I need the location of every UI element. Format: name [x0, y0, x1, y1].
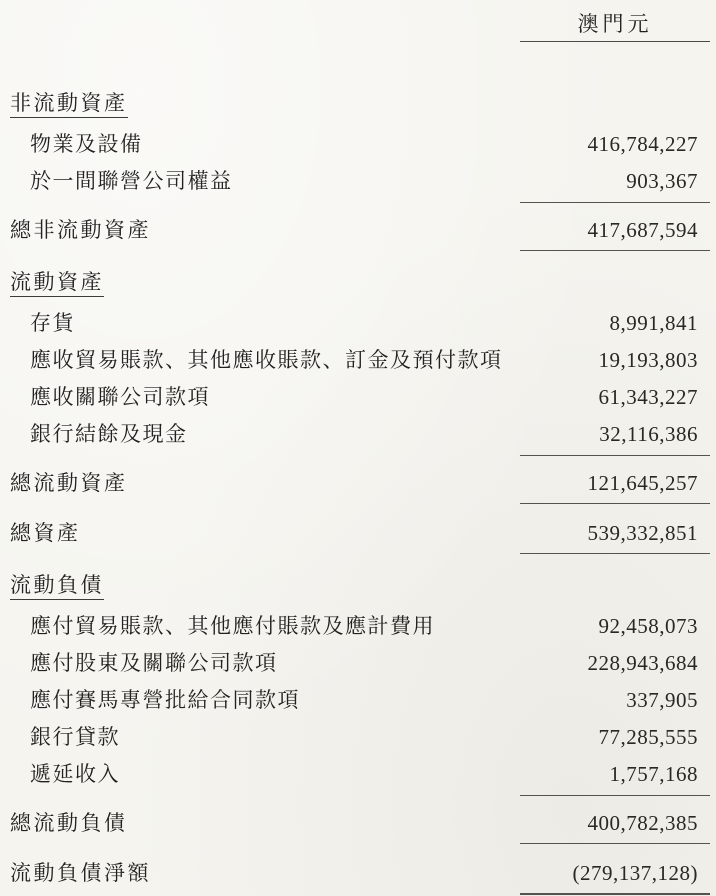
- total-row-current-assets: [0, 465, 716, 502]
- item-amount: 416,784,227: [587, 132, 698, 156]
- item-amount: 903,367: [626, 169, 698, 193]
- divider-line: [520, 553, 710, 554]
- item-amount: 8,991,841: [609, 311, 698, 335]
- divider-line: [520, 795, 710, 796]
- line-item-row: [0, 416, 716, 453]
- line-item-row: [0, 163, 716, 200]
- total-label: 總流動負債: [10, 811, 128, 835]
- total-row-net-current-liabilities: [0, 855, 716, 892]
- section-title-non-current-assets: 非流動資產: [10, 91, 128, 118]
- line-item-row: [0, 126, 716, 163]
- line-item-row: [0, 305, 716, 342]
- item-amount: 32,116,386: [599, 422, 698, 446]
- total-amount: 400,782,385: [587, 811, 698, 835]
- total-amount: 539,332,851: [587, 521, 698, 545]
- item-label: 應付貿易賬款、其他應付賬款及應計費用: [30, 614, 435, 638]
- section-title-current-assets: 流動資產: [10, 270, 104, 297]
- item-label: 存貨: [30, 311, 75, 335]
- total-amount: 121,645,257: [587, 471, 698, 495]
- total-label: 流動負債淨額: [10, 861, 151, 885]
- divider-line: [520, 202, 710, 203]
- item-amount: 337,905: [626, 688, 698, 712]
- item-label: 應收貿易賬款、其他應收賬款、訂金及預付款項: [30, 348, 503, 372]
- item-amount: 228,943,684: [587, 651, 698, 675]
- item-label: 於一間聯營公司權益: [30, 169, 233, 193]
- total-amount: 417,687,594: [587, 218, 698, 242]
- total-row-non-current-assets: [0, 212, 716, 249]
- total-row-total-assets: [0, 515, 716, 552]
- total-amount: (279,137,128): [572, 861, 698, 885]
- line-item-row: [0, 719, 716, 756]
- line-item-row: [0, 682, 716, 719]
- line-item-row: [0, 342, 716, 379]
- divider-line: [520, 250, 710, 251]
- divider-line: [520, 843, 710, 844]
- line-item-row: [0, 608, 716, 645]
- total-row-current-liabilities: [0, 805, 716, 842]
- item-label: 遞延收入: [30, 762, 120, 786]
- item-label: 物業及設備: [30, 132, 143, 156]
- item-label: 銀行貸款: [30, 725, 120, 749]
- item-amount: 92,458,073: [598, 614, 698, 638]
- item-label: 應付股東及關聯公司款項: [30, 651, 278, 675]
- section-title-current-liabilities: 流動負債: [10, 573, 104, 600]
- item-amount: 1,757,168: [609, 762, 698, 786]
- total-label: 總資產: [10, 521, 81, 545]
- item-label: 應收關聯公司款項: [30, 385, 210, 409]
- total-label: 總非流動資產: [10, 218, 151, 242]
- item-label: 應付賽馬專營批給合同款項: [30, 688, 300, 712]
- item-label: 銀行結餘及現金: [30, 422, 188, 446]
- currency-label: 澳門元: [520, 8, 710, 42]
- item-amount: 19,193,803: [598, 348, 698, 372]
- divider-line: [520, 455, 710, 456]
- item-amount: 77,285,555: [598, 725, 698, 749]
- item-amount: 61,343,227: [598, 385, 698, 409]
- divider-line: [520, 893, 710, 895]
- currency-header-row: [0, 8, 716, 42]
- divider-line: [520, 503, 710, 504]
- line-item-row: [0, 645, 716, 682]
- line-item-row: [0, 756, 716, 793]
- line-item-row: [0, 379, 716, 416]
- total-label: 總流動資產: [10, 471, 128, 495]
